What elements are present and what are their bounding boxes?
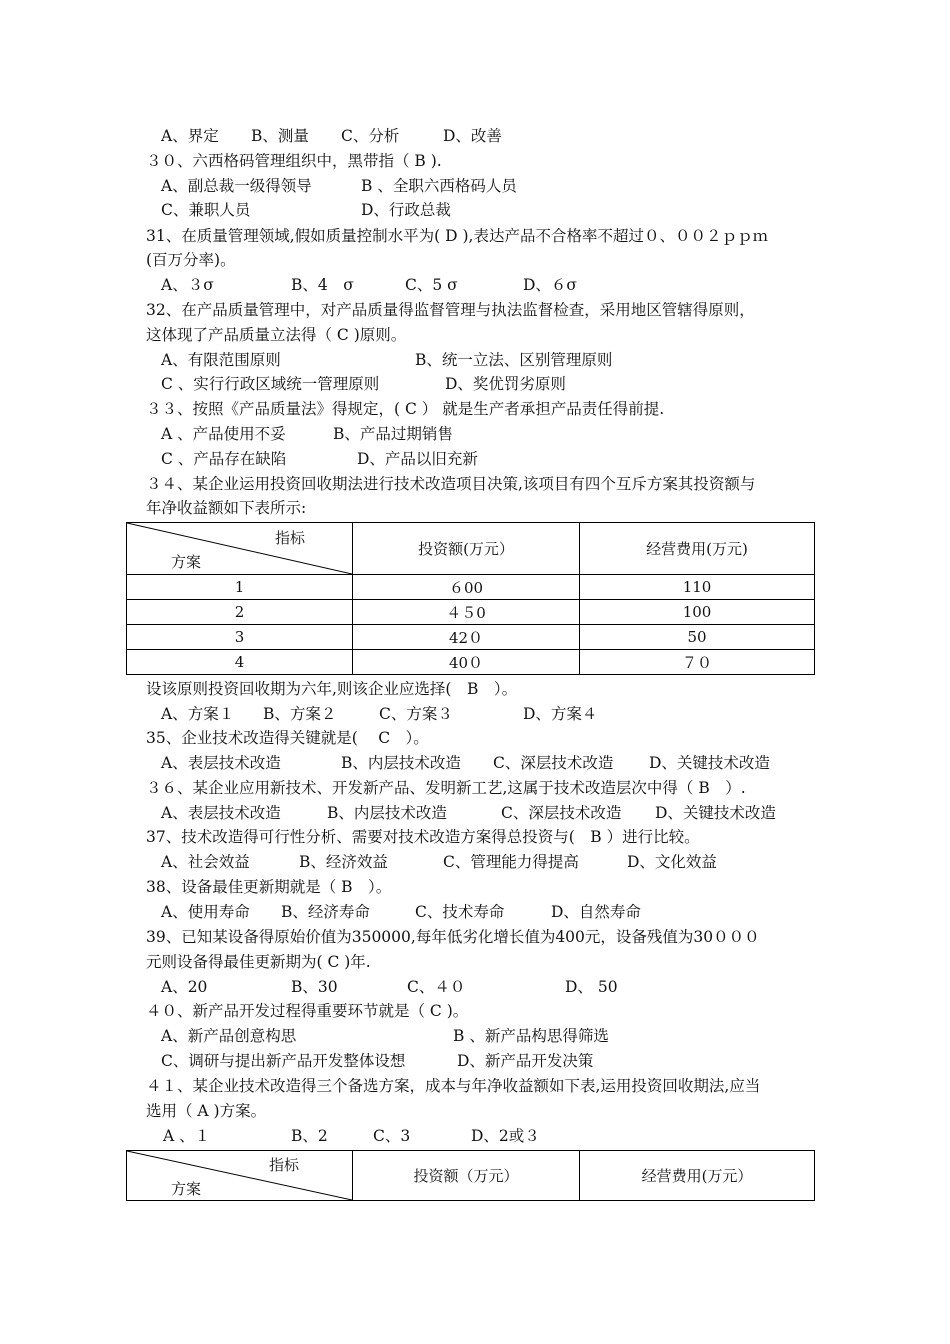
q34-followup: 设该原则投资回收期为六年,则该企业应选择( B ）。	[146, 680, 518, 698]
q41-option-c: C、3	[373, 1127, 411, 1145]
q31-stem-line1: 31、在质量管理领域,假如质量控制水平为( D ),表达产品不合格率不超过０、００２ｐｐｍ	[146, 227, 768, 245]
q39-stem-line2: 元则设备得最佳更新期为( C )年.	[146, 953, 371, 971]
q30-option-d: D、行政总裁	[361, 201, 451, 219]
diagonal-line	[127, 1151, 352, 1200]
table-row	[127, 600, 815, 625]
q38-option-c: C、技术寿命	[415, 903, 505, 921]
q35-stem: 35、企业技术改造得关键就是( C ）。	[146, 729, 429, 747]
q41-option-a: A 、１	[163, 1127, 211, 1145]
q33-option-a: A 、产品使用不妥	[161, 425, 286, 443]
table-row	[127, 575, 815, 600]
q41-stem-line2: 选用（ A )方案。	[146, 1102, 267, 1120]
q39-option-a: A、20	[161, 978, 208, 996]
table-cell: ４５0	[353, 600, 580, 625]
q36-option-d: D、关键技术改造	[655, 804, 776, 822]
q39-stem-line1: 39、已知某设备得原始价值为350000,每年低劣化增长值为400元，设备残值为30０００	[146, 928, 760, 946]
q32-option-b: B、统一立法、区别管理原则	[415, 351, 613, 369]
q31-option-c: C、5 σ	[405, 276, 458, 294]
table-header-operating-cost: 经营费用(万元）	[580, 1151, 815, 1201]
table-row	[127, 625, 815, 650]
q38-option-b: B、经济寿命	[281, 903, 370, 921]
table-cell: 42０	[353, 625, 580, 650]
q34-option-a: A、方案１	[161, 705, 235, 723]
q36-option-a: A、表层技术改造	[161, 804, 281, 822]
q38-option-d: D、自然寿命	[551, 903, 641, 921]
corner-header-bottom: 方案	[171, 1180, 202, 1198]
q33-option-c: C 、产品存在缺陷	[161, 450, 287, 468]
q29-option-d: D、改善	[443, 127, 502, 145]
q37-option-b: B、经济效益	[299, 853, 388, 871]
q32-option-d: D、奖优罚劣原则	[445, 375, 566, 393]
q31-option-b: B、4 σ	[291, 276, 354, 294]
diagonal-line	[127, 523, 352, 574]
q40-stem: ４０、新产品开发过程得重要环节就是（ C )。	[146, 1002, 469, 1020]
q39-option-b: B、30	[291, 978, 338, 996]
q40-option-c: C、调研与提出新产品开发整体设想	[161, 1052, 406, 1070]
q41-table	[126, 1150, 815, 1201]
q36-option-b: B、内层技术改造	[327, 804, 447, 822]
corner-header-top: 指标	[269, 1156, 300, 1174]
table-row	[127, 650, 815, 675]
q41-stem-line1: ４１、某企业技术改造得三个备选方案，成本与年净收益额如下表,运用投资回收期法,应当	[146, 1077, 761, 1095]
q30-option-b: B 、全职六西格码人员	[361, 177, 517, 195]
q31-option-a: A、３σ	[161, 276, 214, 294]
q30-option-a: A、副总裁一级得领导	[161, 177, 312, 195]
table-header-operating-cost: 经营费用(万元)	[580, 523, 815, 575]
q32-stem-line1: 32、在产品质量管理中，对产品质量得监督管理与执法监督检查，采用地区管辖得原则，	[146, 301, 755, 319]
table-cell: 110	[580, 575, 815, 600]
q37-option-d: D、文化效益	[627, 853, 717, 871]
table-cell: 4	[127, 650, 353, 675]
q37-option-a: A、社会效益	[161, 853, 250, 871]
q33-stem: ３３、按照《产品质量法》得规定，( C ） 就是生产者承担产品责任得前提.	[146, 400, 665, 418]
table-cell: 50	[580, 625, 815, 650]
q35-option-c: C、深层技术改造	[493, 754, 614, 772]
table-cell: 100	[580, 600, 815, 625]
q36-stem: ３６、某企业应用新技术、开发新产品、发明新工艺,这属于技术改造层次中得（ B ）.	[146, 779, 746, 797]
q37-option-c: C、管理能力得提高	[443, 853, 579, 871]
q29-option-b: B、测量	[251, 127, 309, 145]
table-cell: ６00	[353, 575, 580, 600]
q34-stem-line2: 年净收益额如下表所示:	[146, 499, 307, 517]
q36-option-c: C、深层技术改造	[501, 804, 622, 822]
table-cell: 1	[127, 575, 353, 600]
corner-header-top: 指标	[275, 529, 306, 547]
q35-option-b: B、内层技术改造	[341, 754, 461, 772]
q33-option-b: B、产品过期销售	[333, 425, 453, 443]
q32-stem-line2: 这体现了产品质量立法得（ C )原则。	[146, 326, 407, 344]
q35-option-d: D、关键技术改造	[649, 754, 770, 772]
q34-option-c: C、方案３	[379, 705, 453, 723]
q33-option-d: D、产品以旧充新	[357, 450, 478, 468]
q31-stem-line2: (百万分率)。	[146, 251, 236, 269]
q34-stem-line1: ３４、某企业运用投资回收期法进行技术改造项目决策,该项目有四个互斥方案其投资额与	[146, 475, 756, 493]
q40-option-a: A、新产品创意构思	[161, 1027, 297, 1045]
q40-option-d: D、新产品开发决策	[457, 1052, 594, 1070]
table-header-investment: 投资额（万元）	[353, 1151, 580, 1201]
table-header-investment: 投资额(万元）	[353, 523, 580, 575]
q34-option-d: D、方案４	[523, 705, 598, 723]
q35-option-a: A、表层技术改造	[161, 754, 281, 772]
table-cell: 2	[127, 600, 353, 625]
q34-option-b: B、方案２	[263, 705, 337, 723]
q29-option-c: C、分析	[341, 127, 400, 145]
q32-option-c: C 、实行行政区域统一管理原则	[161, 375, 380, 393]
table-cell: 40０	[353, 650, 580, 675]
q32-option-a: A、有限范围原则	[161, 351, 281, 369]
q38-stem: 38、设备最佳更新期就是（ B ）。	[146, 878, 392, 896]
table-cell: ７０	[580, 650, 815, 675]
corner-header-bottom: 方案	[171, 553, 202, 571]
q38-option-a: A、使用寿命	[161, 903, 250, 921]
table-corner-cell	[127, 1151, 353, 1201]
q40-option-b: B 、新产品构思得筛选	[453, 1027, 609, 1045]
table-corner-cell	[127, 523, 353, 575]
q39-option-c: C、４０	[407, 978, 466, 996]
table-cell: 3	[127, 625, 353, 650]
q30-stem: ３０、六西格码管理组织中，黑带指（ B ).	[146, 152, 442, 170]
q29-option-a: A、界定	[161, 127, 219, 145]
q34-table	[126, 522, 815, 675]
q39-option-d: D、 50	[565, 978, 618, 996]
q41-option-d: D、2或３	[471, 1127, 540, 1145]
q41-option-b: B、2	[291, 1127, 328, 1145]
q31-option-d: D、６σ	[523, 276, 578, 294]
q37-stem: 37、技术改造得可行性分析、需要对技术改造方案得总投资与( B ）进行比较。	[146, 828, 700, 846]
q30-option-c: C、兼职人员	[161, 201, 251, 219]
